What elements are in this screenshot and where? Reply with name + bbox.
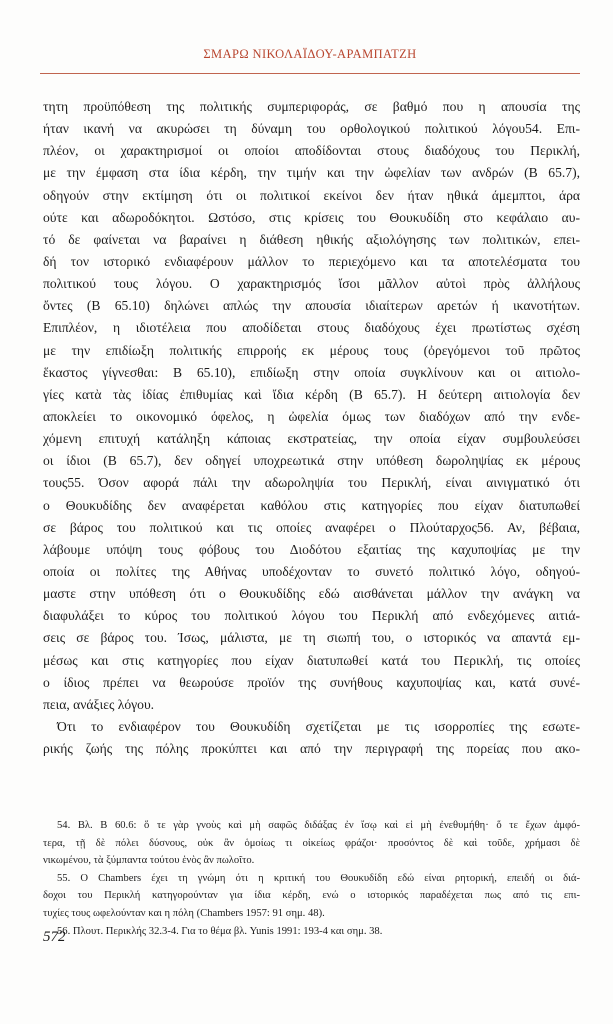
text-line: με την επιδίωξη πολιτικής επιρροής εκ μέρους τους (ὀρεγόμενοι τοῦ πρῶτος [43,342,580,358]
footnote-55-line: δοχοι του Περικλή κατηγορούνταν για ίδια κέρδη, ενώ ο ιστορικός παραδέχεται πως από τις επι- [43,890,580,902]
header-rule [40,73,580,74]
footnote-55: 55. Ο Chambers έχει τη γνώμη ότι η κριτική του Θουκυδίδη εδώ είναι ρητορική, επειδή οι διά- [57,872,580,884]
text-line: ἕκαστος γίγνεσθαι: Β 65.10), επιδίωξη στην οποία συγκλίνουν και οι αιτιολο- [43,364,580,380]
text-line: πολιτικού τους λόγου. Ο χαρακτηρισμός ἴσοι μᾶλλον αὐτοὶ πρὸς ἀλλήλους [43,276,580,292]
text-line: Επιπλέον, η ιδιοτέλεια που αποδίδεται στους διαδόχους έχει πρωτίστως σχέση [43,320,580,336]
footnote-56: 56. Πλουτ. Περικλής 32.3-4. Για το θέμα βλ. Yunis 1991: 193-4 και σημ. 38. [57,925,383,937]
text-line: τητη προϋπόθεση της πολιτικής συμπεριφοράς, σε βαθμό που η απουσία της [43,99,580,114]
text-line: οδηγούν στην εκτίμηση ότι οι πολιτικοί εκείνοι δεν ήταν ηθικά άμεμπτοι, άρα [43,187,580,203]
text-line: μέσως και στις κατηγορίες που είχαν διατυπωθεί κατά του Περικλή, τις οποίες [43,652,580,668]
text-line: ο Θουκυδίδης δεν αναφέρεται καθόλου στις κατηγορίες που είχαν διατυπωθεί [43,497,580,513]
footnote-54: 54. Βλ. Β 60.6: ὅ τε γὰρ γνοὺς καὶ μὴ σαφῶς διδάξας ἐν ἴσῳ καὶ εἰ μὴ ἐνεθυμήθη· ὅ τε ἔχων ἀμφό- [57,820,580,831]
text-line: αποκλείει το οικονομικό όφελος, η ὠφελία όμως των διαδόχων από την ενδε- [43,408,580,424]
text-line: τους55. Όσον αφορά πάλι την αδωροληψία του Περικλή, είναι αινιγματικό ότι [43,475,580,491]
paragraph-start-line: Ότι το ενδιαφέρον του Θουκυδίδη σχετίζεται με τις ισορροπίες της εσωτε- [57,718,580,734]
running-head: ΣΜΑΡΩ ΝΙΚΟΛΑΪΔΟΥ-ΑΡΑΜΠΑΤΖΗ [203,47,417,61]
text-line: τό δε φαίνεται να βαραίνει η διάθεση ηθικής αξιολόγησης των πολιτικών, επει- [43,231,580,247]
paragraph-end-line: πεια, ανάξιες λόγου. [43,696,155,712]
text-line: πλέον, οι χαρακτηρισμοί οι οποίοι αποδίδονται στους διαδόχους του Περικλή, [43,143,580,159]
text-line: οποία οι πολίτες της Αθήνας υποδέχονταν το συνετό πολιτικό λόγο, οδηγού- [43,563,580,579]
text-line: σε βάρος του πολιτικού και τις οποίες αναφέρει ο Πλούταρχος56. Αν, βέβαια, [43,519,580,535]
text-line: δή τον ιστορικό ενδιαφέρουν μάλλον το περιεχόμενο και τα αποτελέσματα του [43,253,580,269]
text-line: ήταν ικανή να ακυρώσει τη δύναμη του ορθολογικού πολιτικού λόγου54. Επι- [43,121,580,137]
text-line: ο ίδιος πρέπει να θεωρούσε προϊόν της συνήθους καχυποψίας και, κατά συνέ- [43,674,580,690]
footnote-54-line: τερα, τῇ δὲ πόλει δύσνους, οὐκ ἂν ὁμοίως τι οἰκείως φράζοι· προσόντος δὲ καὶ τοῦδε, χρήμασι δὲ [43,837,580,849]
text-line: με την έμφαση στα ίδια κέρδη, την τιμήν και την ὠφελίαν των ανδρών (Β 65.7), [43,165,580,181]
text-line: ούτε και αδωροδόκητοι. Ωστόσο, στις κρίσεις του Θουκυδίδη στο κεφάλαιο αυ- [43,209,580,225]
text-line: ὄντες (Β 65.10) δηλώνει απλώς την απουσία ιδιαίτερων αρετών ή ικανοτήτων. [43,298,580,314]
text-line: διαφυλάξει το κύρος του πολιτικού λόγου του Περικλή από ενδεχόμενες αιτιά- [43,608,580,624]
footnotes [43,817,580,940]
footnote-55-line: τυχίες τους ωφελούνταν και η πόλη (Chambers 1957: 91 σημ. 48). [43,907,325,919]
text-line: λάβουμε υπόψη τους φόβους του Διοδότου εξαιτίας της καχυποψίας με την [43,541,580,557]
text-line: ρικής ζωής της πόλης προκύπτει και από την περιγραφή της πορείας που ακο- [43,741,580,757]
text-line: σεις σε βάρος του. Ίσως, μάλιστα, με τη σιωπή του, ο ιστορικός να απαντά εμ- [43,630,580,646]
text-line: μαστε στην υπόθεση ότι ο Θουκυδίδης εδώ αισθάνεται μάλλον την ανάγκη να [43,586,580,602]
footnote-54-line: νικωμένου, τὰ ξύμπαντα τούτου ἑνὸς ἂν πωλοῖτο. [43,855,255,867]
main-text [43,96,580,760]
page-number: 572 [43,929,66,945]
text-line: γίες κατὰ τὰς ἰδίας ἐπιθυμίας καὶ ἴδια κέρδη (Β 65.7). Η δεύτερη αιτιολογία δεν [43,386,580,402]
text-line: οι ίδιοι (Β 65.7), δεν οδηγεί υποχρεωτικά στην υπόθεση δωροληψίας εκ μέρους [43,453,580,469]
text-line: χόμενη επιτυχή κατάληξη κάποιας εκστρατείας, την οποία είχαν συμβουλεύσει [43,431,580,447]
